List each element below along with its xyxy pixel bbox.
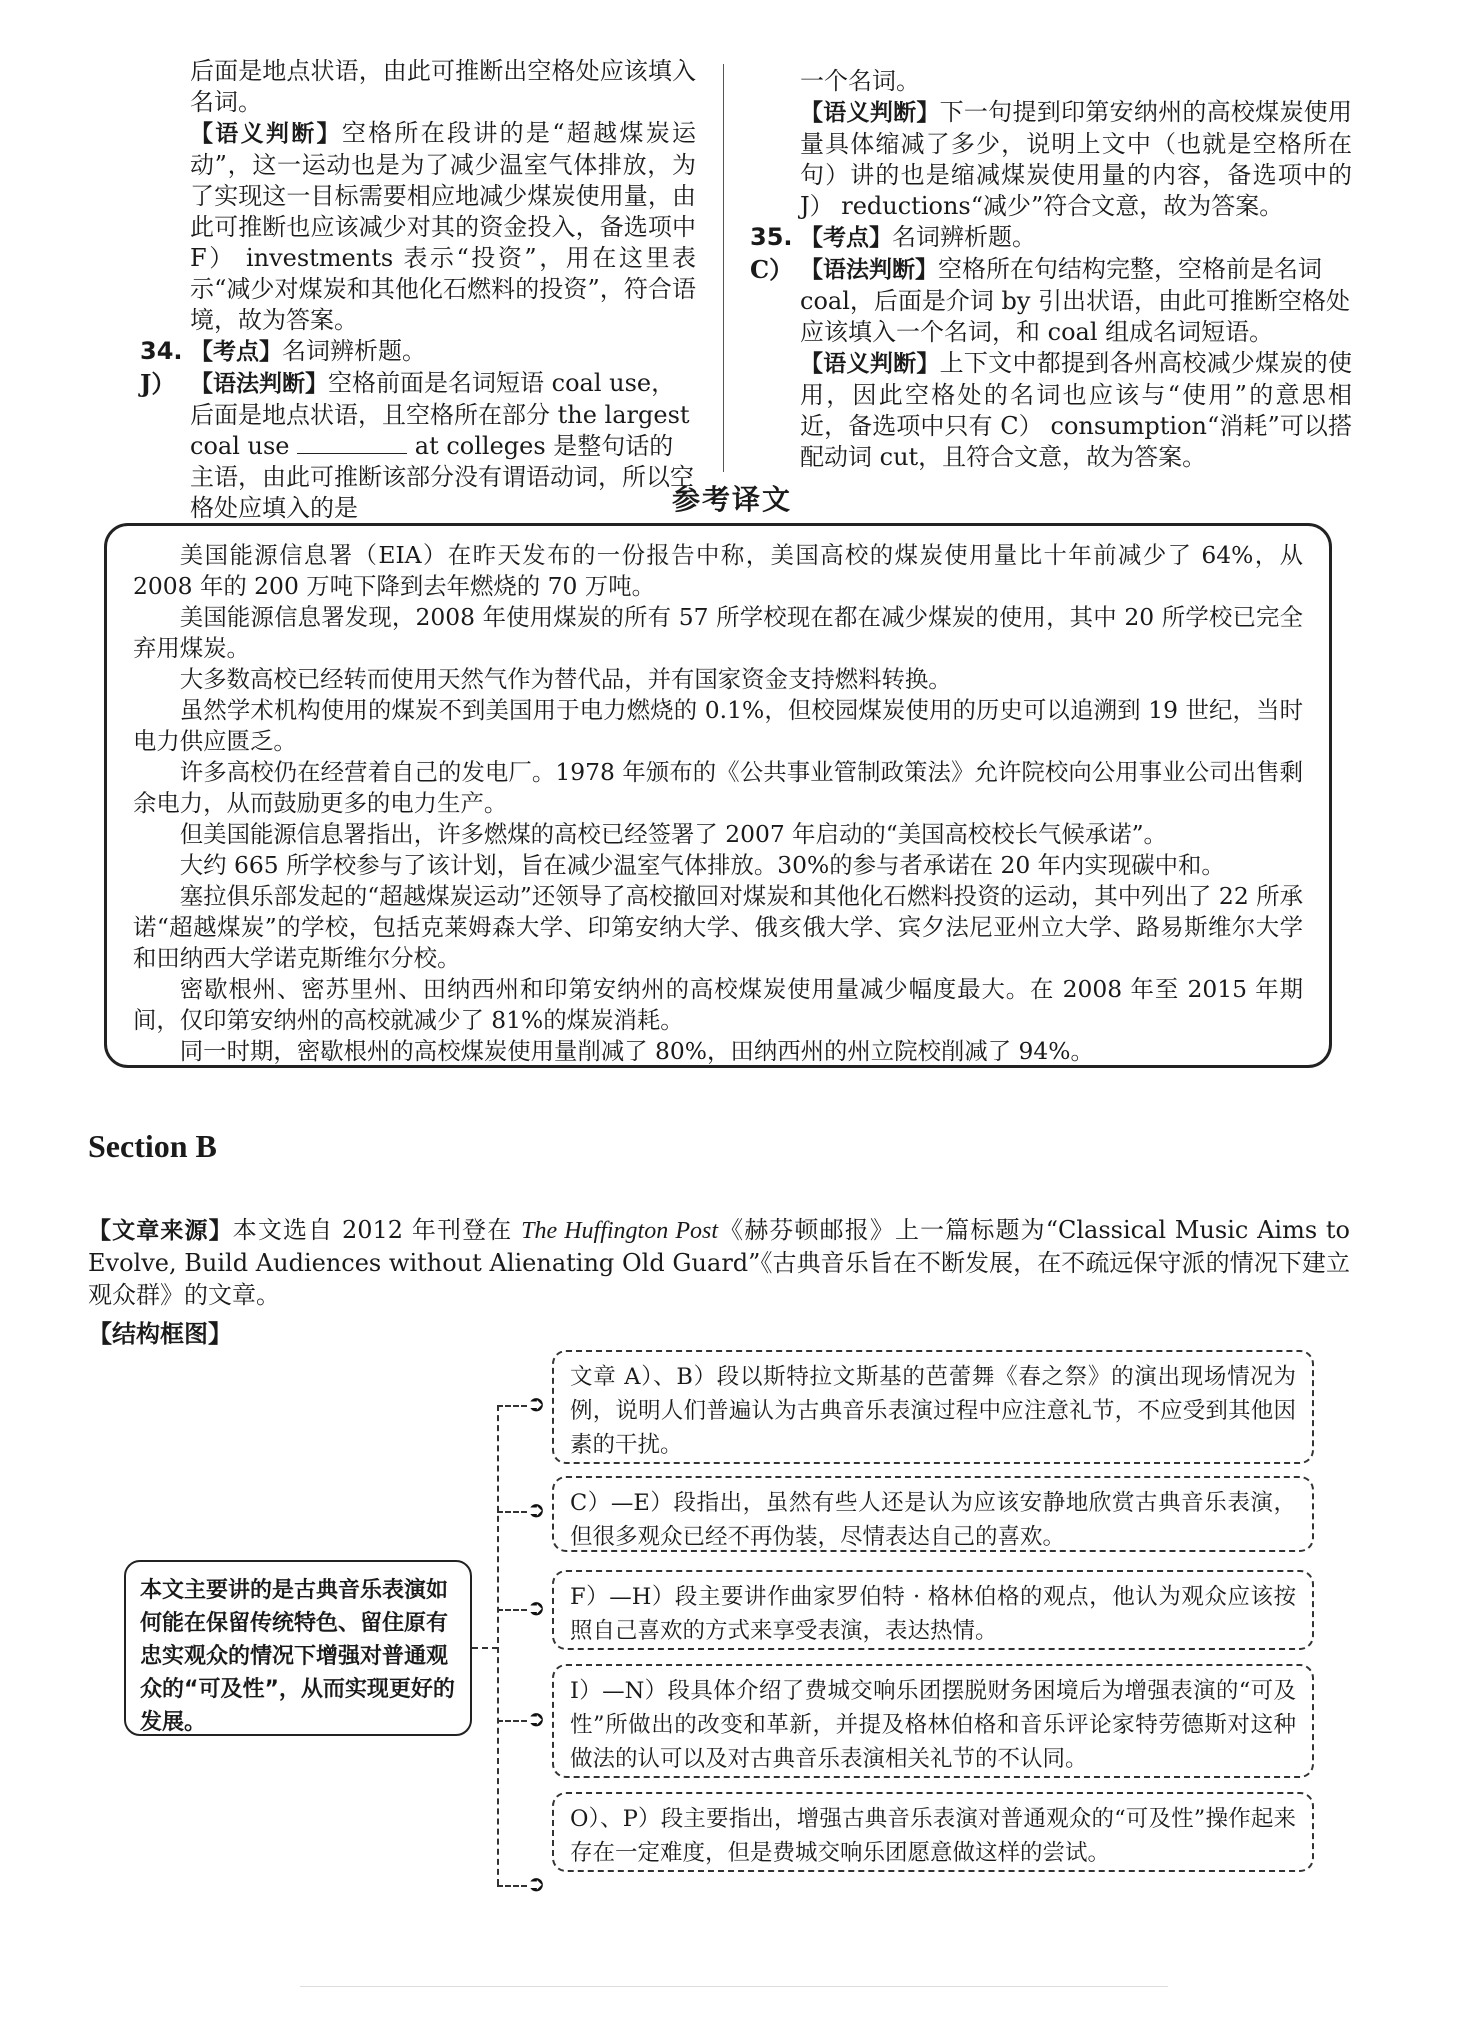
connector-main [472, 1647, 498, 1649]
semantic-text: 空格所在段讲的是“超越煤炭运动”，这一运动也是为了减少温室气体排放，为了实现这一目标需要相应地减少煤炭使用量，由此可推断也应该减少对其的资金投入，备选项中 F） investments 表示“投资”，用在这里表示“减少对煤炭和其他化石燃料的投资”，符合语境，故为答案。 [190, 119, 696, 334]
semantic-tag: 【语义判断】 [800, 351, 940, 377]
connector-branch-2 [497, 1511, 527, 1513]
connector-branch-4 [497, 1720, 527, 1722]
grammar-text-part2: at colleges 是整句话的主语，由此可推断该部分没有谓语动词，所以空格处应填入的是 [190, 432, 694, 522]
right-column [750, 66, 1352, 473]
column-divider [723, 64, 724, 472]
translation-paragraph: 密歇根州、密苏里州、田纳西州和印第安纳州的高校煤炭使用量减少幅度最大。在 2008 年至 2015 年期间，仅印第安纳州的高校就减少了 81%的煤炭消耗。 [133, 975, 1303, 1034]
source-tag: 【文章来源】 [88, 1218, 233, 1244]
topic-tag: 【考点】 [190, 339, 282, 365]
translation-box [104, 523, 1332, 1068]
question-35-semantic [750, 348, 1352, 473]
answer-letter: J） [140, 369, 176, 398]
grammar-text-part1: 空格前面是名词短语 coal use，后面是地点状语，且空格所在部分 the largest coal use [190, 369, 690, 460]
circled-arrow-icon: ➲ [527, 1498, 546, 1523]
semantic-tag: 【语义判断】 [190, 121, 342, 147]
translation-paragraph: 同一时期，密歇根州的高校煤炭使用量削减了 80%，田纳西州的州立院校削减了 94%。 [179, 1037, 1094, 1065]
question-35-grammar [750, 254, 1352, 348]
grammar-tag: 【语法判断】 [190, 371, 328, 397]
translation-paragraph: 大多数高校已经转而使用天然气作为替代品，并有国家资金支持燃料转换。 [179, 665, 952, 693]
answer-blank [297, 431, 407, 454]
topic-text: 名词辨析题。 [282, 337, 426, 365]
grammar-text: 空格所在句结构完整，空格前是名词 coal，后面是介词 by 引出状语，由此可推断空格处应该填入一个名词，和 coal 组成名词短语。 [800, 255, 1351, 346]
question-number: 35. [750, 223, 793, 251]
answer-continuation: 后面是地点状语，由此可推断出空格处应该填入名词。 [190, 57, 696, 116]
semantic-text: 下一句提到印第安纳州的高校煤炭使用量具体缩减了多少，说明上文中（也就是空格所在句）讲的也是缩减煤炭使用量的内容，备选项中的 J） reductions“减少”符合文意，故为答案。 [800, 98, 1353, 220]
translation-paragraph: 虽然学术机构使用的煤炭不到美国用于电力燃烧的 0.1%，但校园煤炭使用的历史可以追溯到 19 世纪，当时电力供应匮乏。 [133, 696, 1303, 755]
answer-continuation: 一个名词。 [800, 67, 920, 95]
topic-text: 名词辨析题。 [892, 223, 1036, 251]
question-34-header [140, 336, 696, 368]
structure-label: 【结构框图】 [88, 1320, 232, 1348]
publication-name: The Huffington Post [521, 1218, 719, 1244]
circled-arrow-icon: ➲ [527, 1872, 546, 1897]
source-text-post: 《赫芬顿邮报》上一篇标题为“Classical Music Aims to Evolve, Build Audiences without Alienating Old Guard”《古典音乐旨在不断发展，在不疏远保守派的情况下建立观众群》的文章。 [88, 1216, 1351, 1309]
circled-arrow-icon: ➲ [527, 1596, 546, 1621]
semantic-analysis-paragraph [140, 118, 696, 336]
translation-paragraph: 但美国能源信息署指出，许多燃煤的高校已经签署了 2007 年启动的“美国高校校长气候承诺”。 [179, 820, 1167, 848]
translation-title: 参考译文 [671, 483, 792, 516]
semantic-analysis-paragraph [750, 97, 1352, 222]
semantic-tag: 【语义判断】 [800, 100, 940, 126]
main-idea-box: 本文主要讲的是古典音乐表演如何能在保留传统特色、留住原有忠实观众的情况下增强对普通观众的“可及性”，从而实现更好的发展。 [124, 1560, 472, 1736]
branch-box-4: I）—N）段具体介绍了费城交响乐团摆脱财务困境后为增强表演的“可及性”所做出的改变和革新，并提及格林伯格和音乐评论家特劳德斯对这种做法的认可以及对古典音乐表演相关礼节的不认同。 [552, 1664, 1314, 1778]
grammar-tag: 【语法判断】 [800, 257, 938, 283]
connector-branch-5 [497, 1885, 527, 1887]
semantic-text: 上下文中都提到各州高校减少煤炭的使用，因此空格处的名词也应该与“使用”的意思相近，备选项中只有 C） consumption“消耗”可以搭配动词 cut，且符合文意，故为答案。 [800, 349, 1353, 471]
branch-box-1: 文章 A）、B）段以斯特拉文斯基的芭蕾舞《春之祭》的演出现场情况为例，说明人们普遍认为古典音乐表演过程中应注意礼节，不应受到其他因素的干扰。 [552, 1350, 1314, 1464]
branch-box-3: F）—H）段主要讲作曲家罗伯特 · 格林伯格的观点，他认为观众应该按照自己喜欢的方式来享受表演，表达热情。 [552, 1570, 1314, 1650]
branch-box-2: C）—E）段指出，虽然有些人还是认为应该安静地欣赏古典音乐表演，但很多观众已经不再伪装，尽情表达自己的喜欢。 [552, 1476, 1314, 1552]
branch-box-5: O）、P）段主要指出，增强古典音乐表演对普通观众的“可及性”操作起来存在一定难度，但是费城交响乐团愿意做这样的尝试。 [552, 1792, 1314, 1872]
footer-rule [300, 1986, 1168, 1987]
translation-paragraph: 大约 665 所学校参与了该计划，旨在减少温室气体排放。30%的参与者承诺在 20 年内实现碳中和。 [179, 851, 1225, 879]
source-text-pre: 本文选自 2012 年刊登在 [232, 1216, 522, 1244]
translation-paragraph: 塞拉俱乐部发起的“超越煤炭运动”还领导了高校撤回对煤炭和其他化石燃料投资的运动，其中列出了 22 所承诺“超越煤炭”的学校，包括克莱姆森大学、印第安纳大学、俄亥俄大学、宾夕法尼亚州立大学、路易斯维尔大学和田纳西大学诺克斯维尔分校。 [133, 882, 1303, 972]
answer-letter: C） [750, 255, 794, 284]
circled-arrow-icon: ➲ [527, 1707, 546, 1732]
circled-arrow-icon: ➲ [527, 1392, 546, 1417]
connector-trunk [497, 1405, 499, 1885]
section-heading: Section B [88, 1128, 217, 1164]
article-source [88, 1214, 1350, 1311]
connector-branch-3 [497, 1609, 527, 1611]
translation-paragraph: 美国能源信息署发现，2008 年使用煤炭的所有 57 所学校现在都在减少煤炭的使用，其中 20 所学校已完全弃用煤炭。 [133, 603, 1303, 662]
topic-tag: 【考点】 [800, 225, 892, 251]
translation-paragraph: 美国能源信息署（EIA）在昨天发布的一份报告中称，美国高校的煤炭使用量比十年前减少了 64%，从 2008 年的 200 万吨下降到去年燃烧的 70 万吨。 [133, 541, 1303, 600]
question-35-header [750, 222, 1352, 254]
translation-paragraph: 许多高校仍在经营着自己的发电厂。1978 年颁布的《公共事业管制政策法》允许院校向公用事业公司出售剩余电力，从而鼓励更多的电力生产。 [133, 758, 1303, 817]
left-column [140, 56, 696, 524]
connector-branch-1 [497, 1405, 527, 1407]
question-number: 34. [140, 337, 183, 365]
